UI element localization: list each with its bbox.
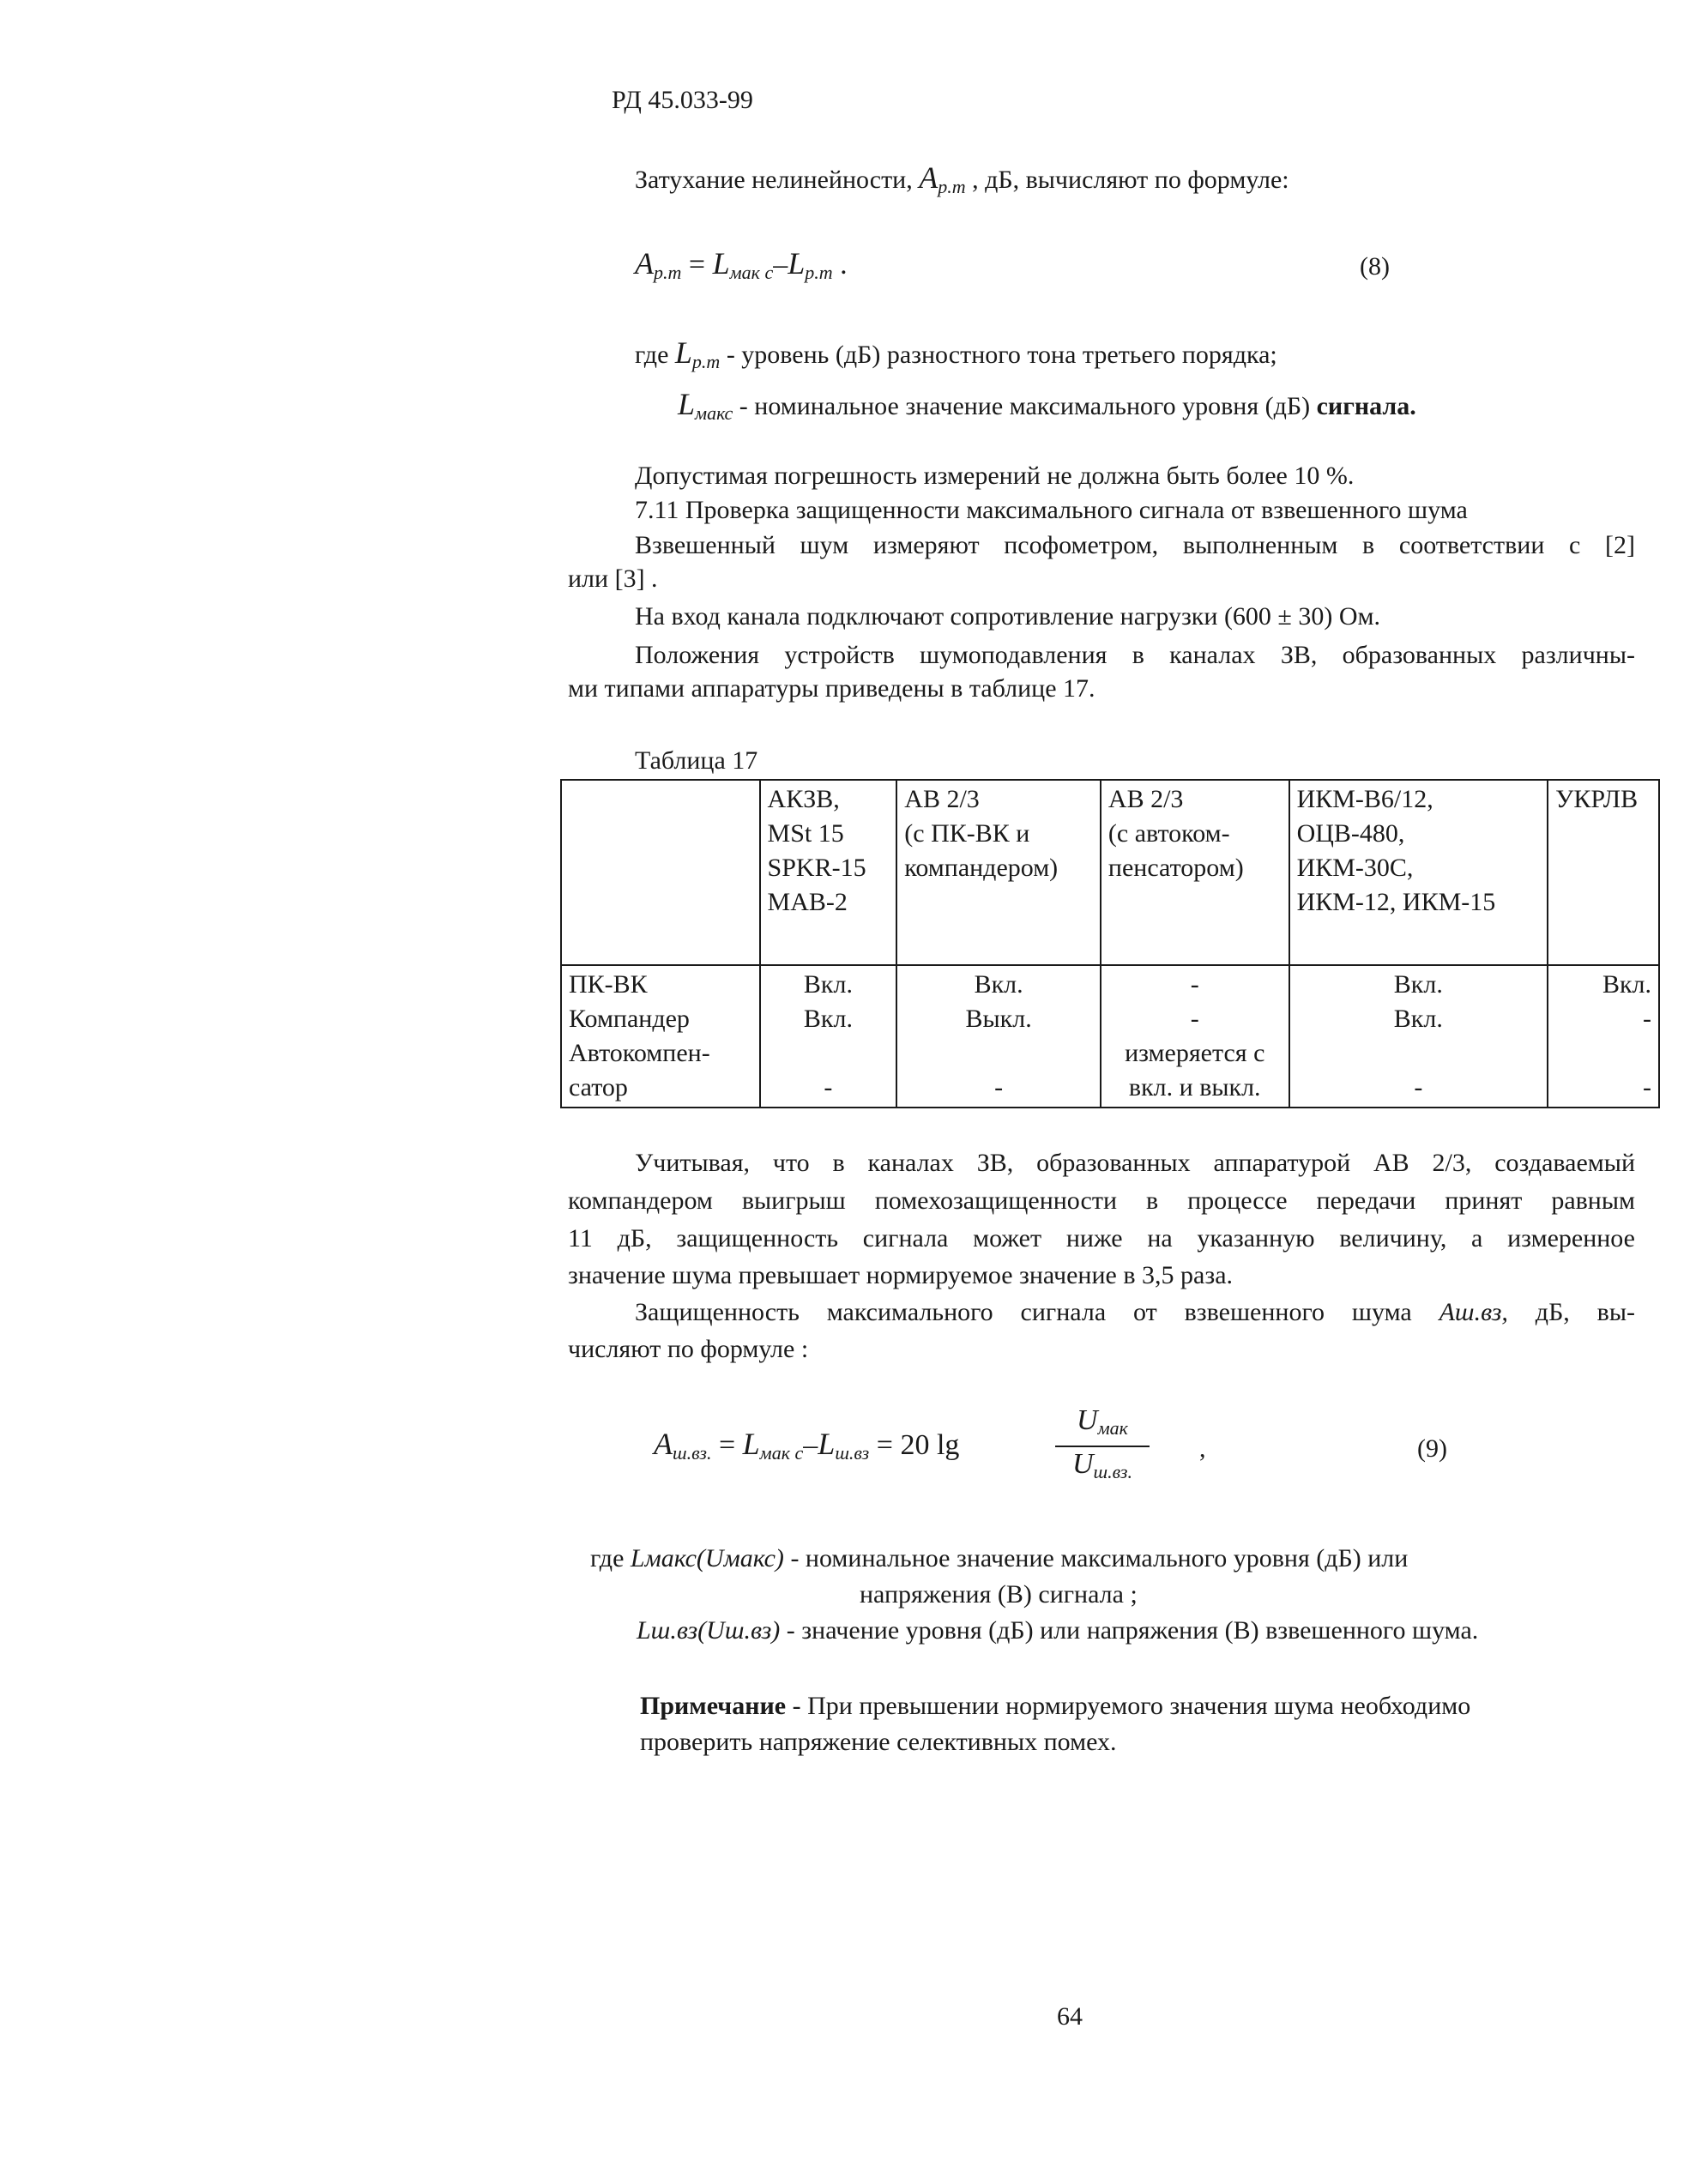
protection-text-b: дБ, вы- xyxy=(1507,1298,1635,1326)
device-label: ПК-ВК xyxy=(569,970,648,999)
note-line2: проверить напряжение селективных помех. xyxy=(640,1728,1117,1756)
where9-var1: Lмакс(Uмакс) xyxy=(630,1544,784,1572)
header-text: компандером) xyxy=(904,854,1059,882)
header-text: ИКМ-В6/12, xyxy=(1296,785,1433,813)
where9-line3 xyxy=(637,1615,1478,1647)
paragraph-protection-line1 xyxy=(635,1295,1635,1330)
where8-text2: - номинальное значение максимального уровня (дБ) xyxy=(733,392,1317,420)
table-caption: Таблица 17 xyxy=(635,746,758,775)
f8-term1: L xyxy=(712,246,730,281)
header-text: АВ 2/3 xyxy=(904,785,980,813)
where8-text1: - уровень (дБ) разностного тона третьего порядка; xyxy=(720,341,1277,369)
protection-text-a: Защищенность максимального сигнала от взвешенного шума xyxy=(635,1298,1439,1326)
where8-line1 xyxy=(635,336,1277,378)
header-text: (с ПК-ВК и xyxy=(904,819,1030,848)
f9-numerator: U xyxy=(1077,1404,1098,1436)
f8-term1-sub: мак с xyxy=(729,262,774,283)
header-text: МАВ-2 xyxy=(767,888,848,916)
body-cell-ikm xyxy=(1289,965,1548,1108)
cell-value: - xyxy=(824,1073,833,1102)
header-text: АКЗВ, xyxy=(767,785,840,813)
f9-fraction-bar xyxy=(1055,1446,1150,1447)
where8-var1-sub: р.т xyxy=(691,351,721,372)
cell-value xyxy=(768,1036,890,1071)
cell-value: Вкл. xyxy=(1602,970,1651,999)
body-cell-av23-autocomp xyxy=(1101,965,1289,1108)
body-cell-av23-compander xyxy=(896,965,1101,1108)
cell-value: Выкл. xyxy=(965,1005,1032,1033)
cell-value xyxy=(1297,1036,1541,1071)
paragraph-psophometer-line2: или [3] . xyxy=(568,564,658,593)
header-text: пенсатором) xyxy=(1107,854,1244,882)
f9-numerator-sub: мак xyxy=(1097,1417,1128,1439)
paragraph-av23-line2: компандером выигрыш помехозащищенности в процессе передачи принят равным xyxy=(568,1186,1635,1215)
intro-line xyxy=(635,161,1289,203)
f8-lhs-sub: р.т xyxy=(654,262,682,283)
f9-denominator: U xyxy=(1071,1448,1094,1480)
header-cell-ukrlv xyxy=(1548,780,1659,965)
paragraph-positions-line2: ми типами аппаратуры приведены в таблице 17. xyxy=(568,674,1095,703)
device-label: Автокомпен- xyxy=(569,1039,710,1067)
f9-eq1: = xyxy=(711,1429,743,1461)
f9-lhs-sub: ш.вз. xyxy=(673,1442,712,1464)
document-code: РД 45.033-99 xyxy=(612,86,753,114)
where9-var2: Lш.вз(Uш.вз) xyxy=(637,1616,781,1645)
f9-minus: – xyxy=(803,1429,818,1461)
paragraph-psophometer-line1: Взвешенный шум измеряют псофометром, выполненным в соответствии с [2] xyxy=(635,531,1635,559)
where8-text2-bold: сигнала. xyxy=(1316,392,1416,420)
cell-value: Вкл. xyxy=(1393,1005,1443,1033)
cell-value: - xyxy=(1190,1005,1199,1033)
f8-minus: – xyxy=(773,249,788,281)
formula-9 xyxy=(654,1428,959,1470)
noise-reduction-table xyxy=(560,779,1660,1108)
cell-value: вкл. и выкл. xyxy=(1128,1073,1261,1102)
device-label: сатор xyxy=(569,1073,628,1102)
cell-value: Вкл. xyxy=(1393,970,1443,999)
where8-var1: L xyxy=(674,335,692,370)
paragraph-av23-line3: 11 дБ, защищенность сигнала может ниже на указанную величину, а измеренное xyxy=(568,1224,1635,1253)
f9-fraction xyxy=(1055,1405,1150,1488)
header-text: SPKR-15 xyxy=(767,854,866,882)
cell-value: измеряется с xyxy=(1125,1039,1265,1067)
intro-var-sub: р.т xyxy=(938,176,966,197)
page-number: 64 xyxy=(1057,2002,1083,2031)
paragraph-av23-line4: значение шума превышает нормируемое значение в 3,5 раза. xyxy=(568,1261,1234,1289)
paragraph-accuracy: Допустимая погрешность измерений не должна быть более 10 %. xyxy=(635,462,1355,490)
cell-value: - xyxy=(1414,1073,1423,1102)
section-heading-7-11: 7.11 Проверка защищенности максимального сигнала от взвешенного шума xyxy=(635,496,1468,524)
where9-line1 xyxy=(590,1542,1408,1575)
intro-text-after: , дБ, вычисляют по формуле: xyxy=(965,166,1289,194)
table-header-row xyxy=(561,780,1659,965)
header-cell-av23-compander xyxy=(896,780,1101,965)
cell-value: - xyxy=(1643,1073,1651,1102)
table-body-row xyxy=(561,965,1659,1108)
f9-eq2: = 20 lg xyxy=(869,1429,960,1461)
header-cell-akzv xyxy=(760,780,897,965)
intro-text-before: Затухание нелинейности, xyxy=(635,166,920,194)
where8-line2 xyxy=(678,388,1416,430)
f8-term2-sub: р.т xyxy=(805,262,833,283)
f8-lhs: A xyxy=(635,246,654,281)
cell-value xyxy=(904,1036,1093,1071)
f8-term2: L xyxy=(788,246,806,281)
body-cell-ukrlv xyxy=(1548,965,1659,1108)
body-cell-devices xyxy=(561,965,760,1108)
formula-8 xyxy=(635,247,848,289)
device-label: Компандер xyxy=(569,1005,690,1033)
cell-value: - xyxy=(1190,970,1199,999)
note-text1: - При превышении нормируемого значения шума необходимо xyxy=(786,1692,1471,1720)
header-cell-empty xyxy=(561,780,760,965)
protection-var: Аш.вз, xyxy=(1439,1298,1508,1326)
header-text: ИКМ-12, ИКМ-15 xyxy=(1296,888,1496,916)
header-text: АВ 2/3 xyxy=(1107,785,1184,813)
formula-9-number: (9) xyxy=(1417,1434,1447,1463)
cell-value: Вкл. xyxy=(803,1005,853,1033)
f8-end: . xyxy=(832,249,848,281)
where8-var2: L xyxy=(678,387,696,421)
f9-lhs: A xyxy=(654,1427,673,1461)
cell-value: - xyxy=(994,1073,1004,1102)
f9-comma: , xyxy=(1199,1434,1206,1463)
f9-denominator-sub: ш.вз. xyxy=(1093,1461,1132,1482)
header-cell-av23-autocomp xyxy=(1101,780,1289,965)
note-line1 xyxy=(640,1690,1470,1723)
f9-term2: L xyxy=(818,1427,836,1461)
paragraph-av23-line1: Учитывая, что в каналах ЗВ, образованных аппаратурой АВ 2/3, создаваемый xyxy=(635,1149,1635,1177)
header-text: ИКМ-30С, xyxy=(1296,854,1414,882)
intro-var: A xyxy=(919,160,938,195)
header-text: ОЦВ-480, xyxy=(1296,819,1405,848)
paragraph-protection-line2: числяют по формуле : xyxy=(568,1335,809,1363)
note-label: Примечание xyxy=(640,1692,787,1720)
where9-text1: - номинальное значение максимального уровня (дБ) или xyxy=(783,1544,1409,1572)
cell-value: Вкл. xyxy=(974,970,1023,999)
cell-value: - xyxy=(1643,1005,1651,1033)
f9-term1-sub: мак с xyxy=(759,1442,804,1464)
cell-value xyxy=(1555,1036,1651,1071)
header-text: УКРЛВ xyxy=(1555,785,1639,813)
where8-var2-sub: макс xyxy=(695,402,733,424)
where9-line2: напряжения (В) сигнала ; xyxy=(860,1580,1138,1609)
header-text: (с автоком- xyxy=(1107,819,1230,848)
f8-eq: = xyxy=(681,249,713,281)
formula-8-number: (8) xyxy=(1360,252,1390,281)
cell-value: Вкл. xyxy=(803,970,853,999)
body-cell-akzv xyxy=(760,965,897,1108)
f9-term2-sub: ш.вз xyxy=(835,1442,870,1464)
where9-text3: - значение уровня (дБ) или напряжения (В) взвешенного шума. xyxy=(780,1616,1479,1645)
where9-prefix: где xyxy=(590,1544,631,1572)
paragraph-load: На вход канала подключают сопротивление нагрузки (600 ± 30) Ом. xyxy=(635,602,1381,631)
header-cell-ikm xyxy=(1289,780,1548,965)
where8-prefix: где xyxy=(635,341,675,369)
paragraph-positions-line1: Положения устройств шумоподавления в каналах ЗВ, образованных различны- xyxy=(635,641,1635,669)
f9-term1: L xyxy=(742,1427,760,1461)
header-text: MSt 15 xyxy=(767,819,844,848)
